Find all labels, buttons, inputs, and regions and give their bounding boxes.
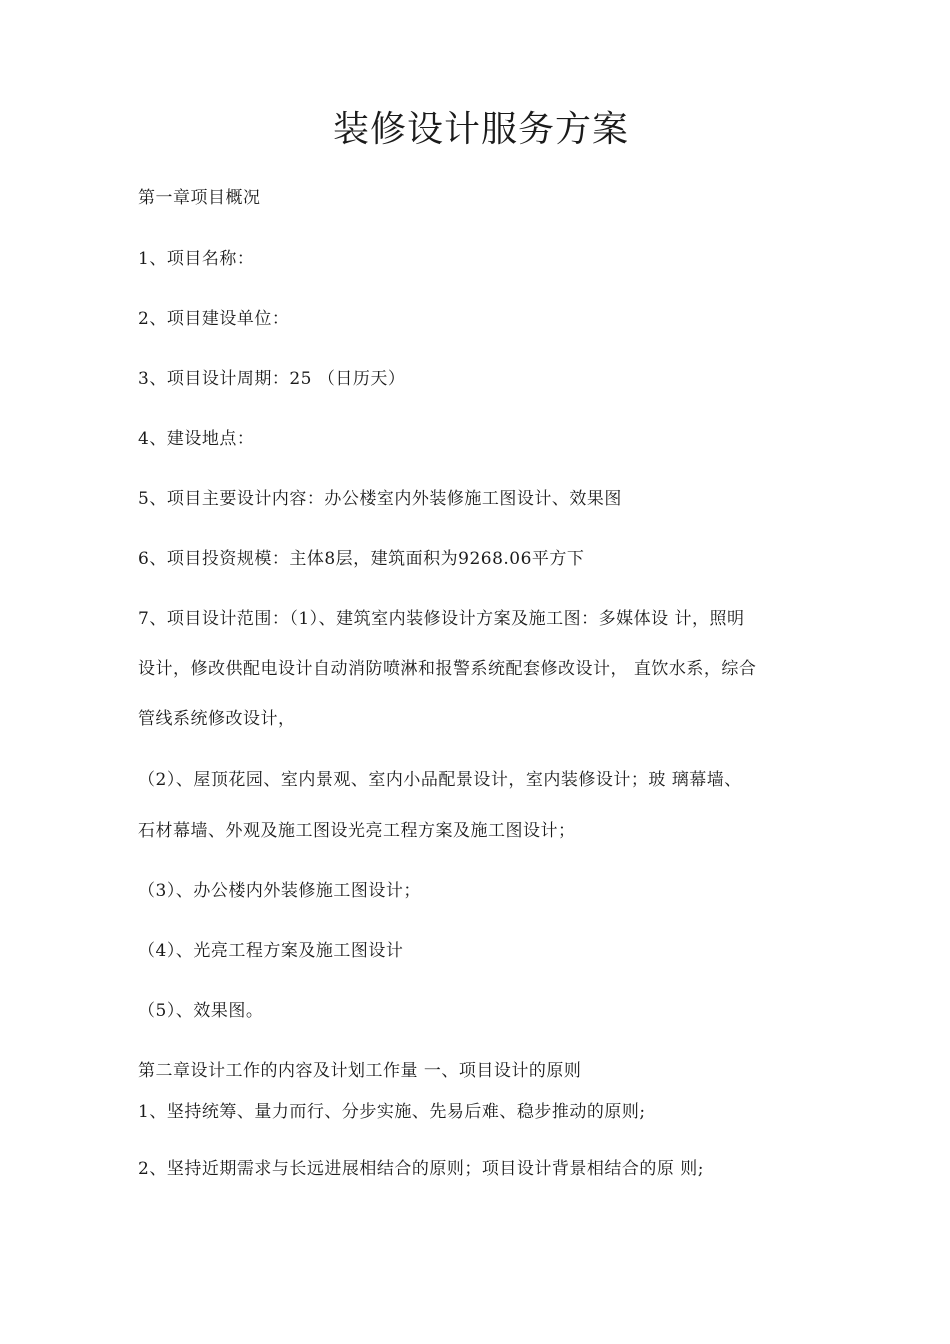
- scope-item-2-line-2: 石材幕墙、外观及施工图设光亮工程方案及施工图设计；: [138, 821, 576, 841]
- investment-scale-line: 6、项目投资规模：主体8层，建筑面积为9268.06平方下: [138, 549, 585, 569]
- design-scope-line-2: 设计，修改供配电设计自动消防喷淋和报警系统配套修改设计， 直饮水系，综合: [138, 659, 757, 679]
- design-content-line: 5、项目主要设计内容：办公楼室内外装修施工图设计、效果图: [138, 489, 622, 509]
- principle-2-line: 2、坚持近期需求与长远进展相结合的原则；项目设计背景相结合的原 则;: [138, 1159, 704, 1179]
- project-name-line: 1、项目名称：: [138, 249, 255, 269]
- design-scope-line-3: 管线系统修改设计，: [138, 709, 296, 729]
- scope-item-4: （4）、光亮工程方案及施工图设计: [138, 941, 404, 961]
- scope-item-3: （3）、办公楼内外装修施工图设计；: [138, 881, 421, 901]
- scope-item-2-line-1: （2）、屋顶花园、室内景观、室内小品配景设计，室内装修设计；玻 璃幕墙、: [138, 770, 742, 790]
- construction-site-line: 4、建设地点：: [138, 429, 255, 449]
- chapter-2-heading: 第二章设计工作的内容及计划工作量 一、项目设计的原则: [138, 1061, 582, 1081]
- design-scope-line-1: 7、项目设计范围：（1）、建筑室内装修设计方案及施工图：多媒体设 计，照明: [138, 609, 745, 629]
- document-title: 装修设计服务方案: [332, 109, 629, 150]
- chapter-1-heading: 第一章项目概况: [138, 188, 261, 208]
- project-owner-line: 2、项目建设单位：: [138, 309, 290, 329]
- principle-1-line: 1、坚持统筹、量力而行、分步实施、先易后难、稳步推动的原则;: [138, 1102, 646, 1122]
- scope-item-5: （5）、效果图。: [138, 1001, 264, 1021]
- design-period-line: 3、项目设计周期：25 （日历天）: [138, 369, 406, 389]
